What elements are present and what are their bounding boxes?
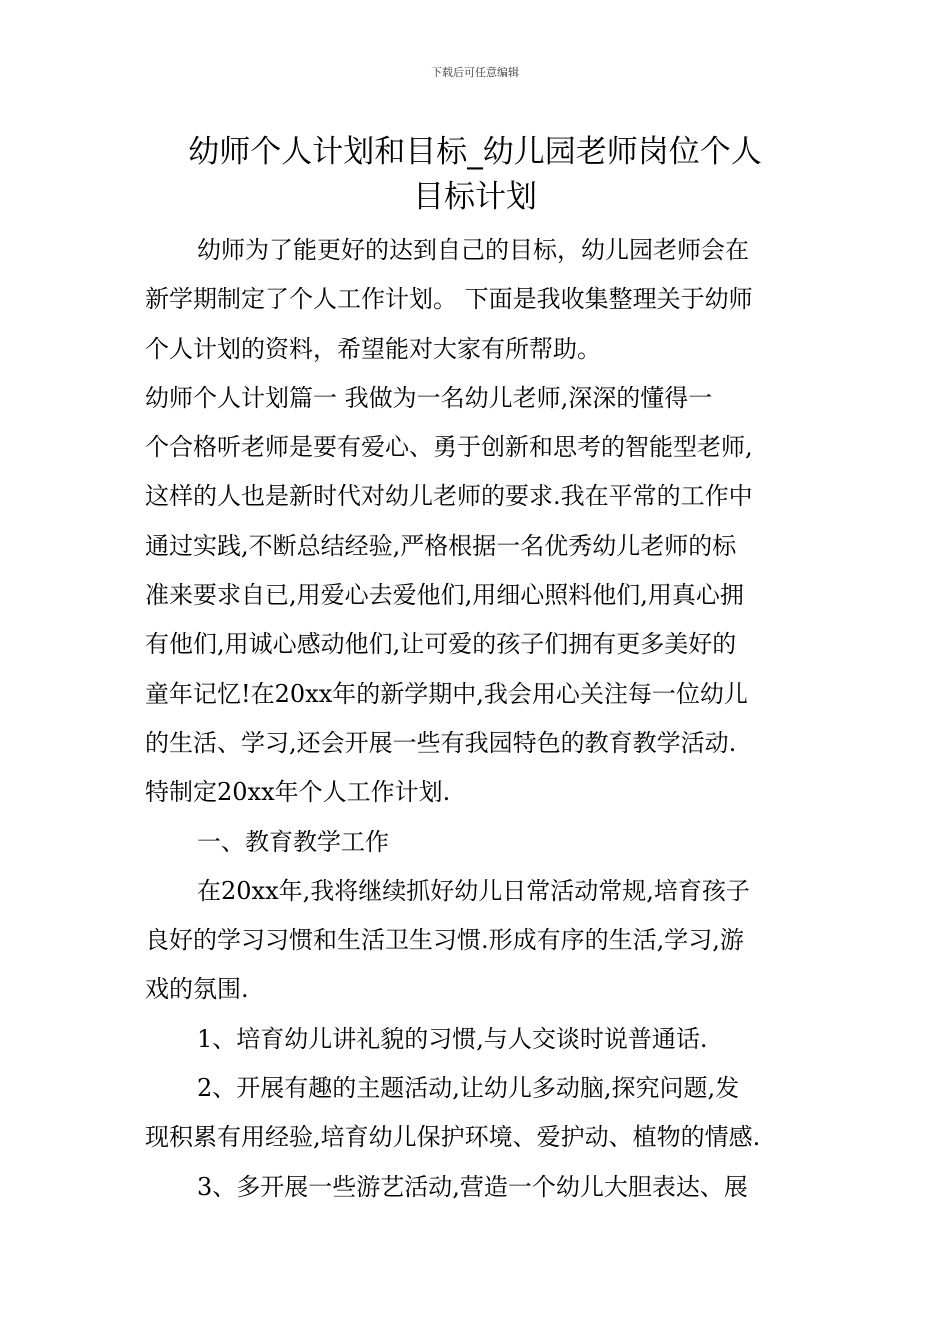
- document-body: [145, 226, 805, 1212]
- header-note: 下载后可任意编辑: [431, 66, 519, 79]
- paragraph-plan-one: 幼师个人计划篇一 我做为一名幼儿老师,深深的懂得一 个合格听老师是要有爱心、勇于创新和思考的智能型老师, 这样的人也是新时代对幼儿老师的要求.我在平常的工作中 通过实践,不断总结经验,严格根据一名优秀幼儿老师的标 准来要求自已,用爱心去爱他们,用细心照料他们,用真心拥 有他们,用诚心感动他们,让可爱的孩子们拥有更多美好的 童年记忆!在20xx年的新学期中,我会用心关注每一位幼儿 的生活、学习,还会开展一些有我园特色的教育教学活动. 特制定20xx年个人工作计划.: [145, 383, 753, 807]
- list-item-3: 3、多开展一些游艺活动,营造一个幼儿大胆表达、展: [197, 1172, 748, 1201]
- section-heading-teaching: 一、教育教学工作: [197, 827, 389, 856]
- list-item-2: 2、开展有趣的主题活动,让幼儿多动脑,探究问题,发 现积累有用经验,培育幼儿保护环境、爱护动、植物的情感.: [145, 1074, 761, 1152]
- list-item-1: 1、培育幼儿讲礼貌的习惯,与人交谈时说普通话.: [197, 1024, 708, 1053]
- paragraph-intro: 幼师为了能更好的达到自己的目标，幼儿园老师会在 新学期制定了个人工作计划。 下面是我收集整理关于幼师 个人计划的资料，希望能对大家有所帮助。: [145, 236, 753, 363]
- paragraph-teaching: 在20xx年,我将继续抓好幼儿日常活动常规,培育孩子 良好的学习习惯和生活卫生习惯.形成有序的生活,学习,游 戏的氛围.: [145, 876, 750, 1004]
- document-title: 幼师个人计划和目标_幼儿园老师岗位个人 目标计划: [188, 134, 762, 215]
